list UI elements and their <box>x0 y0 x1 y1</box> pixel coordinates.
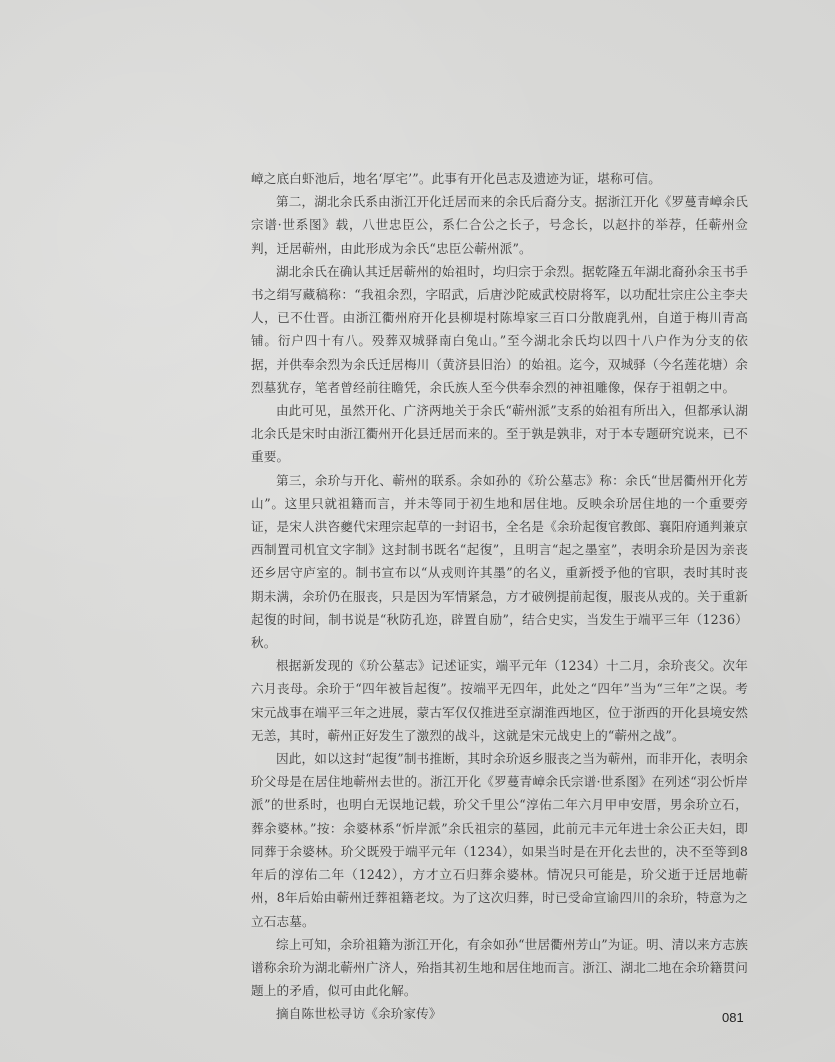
body-text <box>251 167 748 1026</box>
paragraph-inference: 因此，如以这封“起復”制书推断，其时余玠返乡服丧之当为蕲州，而非开化，表明余玠父母是在居住地蕲州去世的。浙江开化《罗蔓青嶂余氏宗谱·世系图》在列述“羽公忻岸派”的世系时，也明白无误地记载，玠父千里公“淳佑二年六月甲申安厝，男余玠立石，葬余婆林。”按：余婆林系“忻岸派”余氏祖宗的墓园，此前元丰元年进士余公正夫妇，即同葬于余婆林。玠父既殁于端平元年（1234），如果当时是在开化去世的，决不至等到8年后的淳佑二年（1242），方才立石归葬余婆林。情况只可能是，玠父逝于迁居地蕲州，8年后始由蕲州迁葬祖籍老坟。为了这次归葬，时已受命宣谕四川的余玠，特意为之立石志墓。 <box>251 751 748 929</box>
paragraph-second-point: 第二，湖北余氏系由浙江开化迁居而来的余氏后裔分支。据浙江开化《罗蔓青嶂余氏宗谱·世系图》载，八世忠臣公，系仁合公之长子，号念长，以赵抃的举荐，任蕲州佥判，迁居蕲州，由此形成为余氏“忠臣公蕲州派”。 <box>251 194 748 256</box>
paragraph-summary: 综上可知，余玠祖籍为浙江开化，有余如孙“世居衢州芳山”为证。明、清以来方志族谱称余玠为湖北蕲州广济人，殆指其初生地和居住地而言。浙江、湖北二地在余玠籍贯问题上的矛盾，似可由此化解。 <box>251 936 749 999</box>
page-number: 081 <box>722 1010 744 1025</box>
paragraph-epitaph-evidence: 根据新发现的《玠公墓志》记述证实，端平元年（1234）十二月，余玠丧父。次年六月丧母。余玠于“四年被旨起復”。按端平无四年，此处之“四年”当为“三年”之误。考宋元战事在端平三年之进展，蒙古军仅仅推进至京湖淮西地区，位于浙西的开化县境安然无恙，其时，蕲州正好发生了激烈的战斗，这就是宋元战史上的“蕲州之战”。 <box>251 658 749 743</box>
paragraph-hubei-ancestor: 湖北余氏在确认其迁居蕲州的始祖时，均归宗于余烈。据乾隆五年湖北裔孙余玉书手书之绢写藏稿称：“我祖余烈，字昭武，后唐沙陀威武校尉将军，以功配壮宗庄公主李夫人，已不仕晋。由浙江衢州府开化县柳堤村陈埠家三百口分散鹿乳州，自道于梅川青高铺。衍户四十有八。殁葬双城驿南白兔山。”至今湖北余氏均以四十八户作为分支的依据，并供奉余烈为余氏迁居梅川（黄济县旧治）的始祖。迄今，双城驿（今名莲花塘）余烈墓犹存，笔者曾经前往瞻凭，余氏族人至今供奉余烈的神祖雕像，保存于祖朝之中。 <box>251 263 749 395</box>
paragraph-third-point: 第三，余玠与开化、蕲州的联系。余如孙的《玠公墓志》称：余氏“世居衢州开化芳山”。这里只就祖籍而言，并未等同于初生地和居住地。反映余玠居住地的一个重要旁证，是宋人洪咨夔代宋理宗起草的一封诏书，全名是《余玠起復官教郎、襄阳府通判兼京西制置司机宜文字制》这封制书既名“起復”，且明言“起之墨室”，表明余玠是因为亲丧还乡居守庐室的。制书宣布以“从戎则许其墨”的名义，重新授予他的官职，表时其时丧期未满，余玠仍在服丧，只是因为军情紧急，方才破例提前起復，服丧从戎的。关于重新起復的时间，制书说是“秋防孔迩，辟置自励”，结合史实，当发生于端平三年（1236）秋。 <box>251 472 749 651</box>
paragraph-continuation: 嶂之底白虾池后，地名‘厚宅’”。此事有开化邑志及遗迹为证，堪称可信。 <box>251 171 661 186</box>
source-citation: 摘自陈世松寻访《余玠家传》 <box>276 1006 442 1022</box>
paragraph-conclusion-origin: 由此可见，虽然开化、广济两地关于余氏“蕲州派”支系的始祖有所出入，但都承认湖北余氏是宋时由浙江衢州开化县迁居而来的。至于孰是孰非，对于本专题研究说来，已不重要。 <box>251 403 749 465</box>
